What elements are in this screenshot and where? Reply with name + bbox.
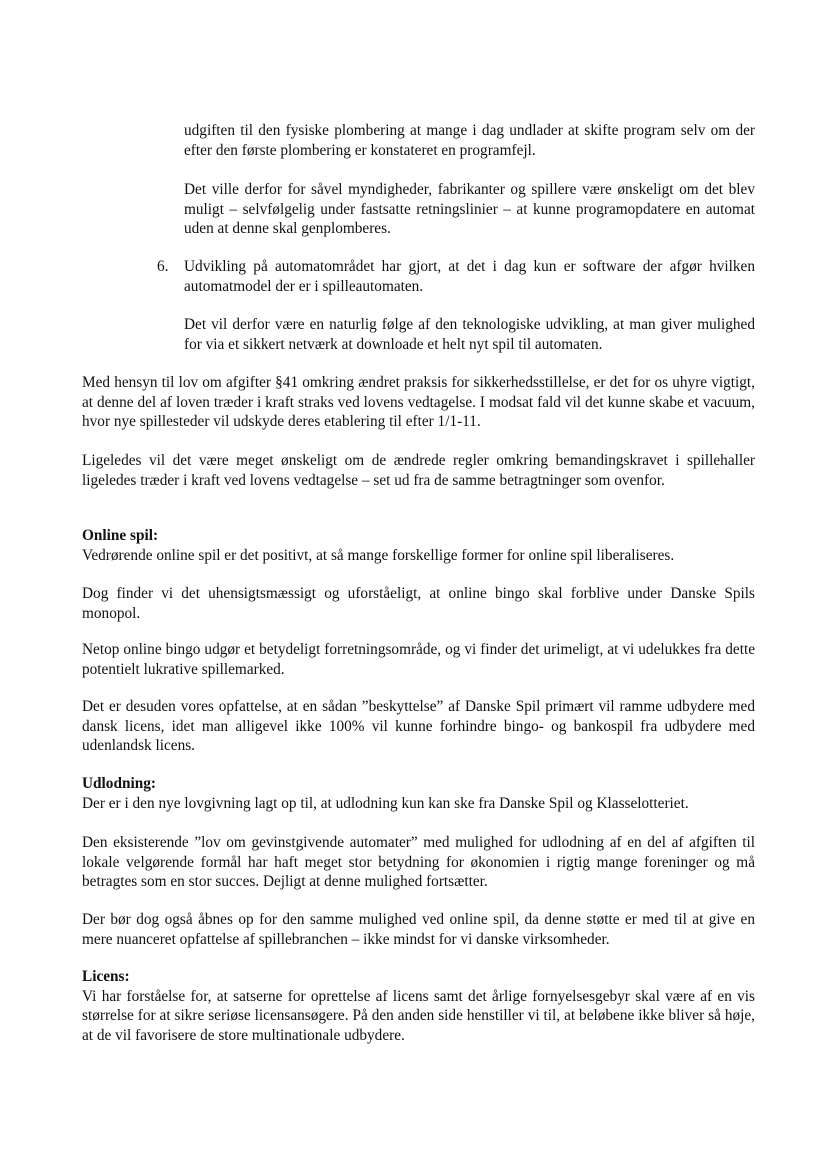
section-online-spil	[82, 526, 755, 565]
udlodning-paragraph-1: Der er i den nye lovgivning lagt op til, at udlodning kun kan ske fra Danske Spil og Klasselotteriet.	[82, 794, 689, 812]
section-udlodning	[82, 774, 755, 813]
list-item-6-paragraph-2: Det vil derfor være en naturlig følge af den teknologiske udvikling, at man giver mulighed for via et sikkert netværk at downloade et helt nyt spil til automaten.	[184, 316, 755, 353]
list-item-6-paragraph-1: Udvikling på automatområdet har gjort, at det i dag kun er software der afgør hvilken automatmodel der er i spilleautomaten.	[184, 258, 755, 295]
udlodning-paragraph-2: Den eksisterende ”lov om gevinstgivende automater” med mulighed for udlodning af en del af afgiften til lokale velgørende formål har haft meget stor betydning for økonomien i rigtig mange foreninger og må betragtes som en stor succes. Dejligt at denne mulighed fortsætter.	[82, 834, 755, 890]
section-heading-udlodning: Udlodning:	[82, 775, 156, 792]
section-heading-licens: Licens:	[82, 968, 130, 985]
intro-paragraph-1: udgiften til den fysiske plombering at mange i dag undlader at skifte program selv om der efter den første plombering er konstateret en programfejl.	[184, 122, 755, 159]
list-item-number: 6.	[157, 258, 169, 275]
online-paragraph-3: Netop online bingo udgør et betydeligt forretningsområde, og vi finder det urimeligt, at vi udelukkes fra dette potentielt lukrative spillemarked.	[82, 641, 755, 678]
online-paragraph-4: Det er desuden vores opfattelse, at en sådan ”beskyttelse” af Danske Spil primært vil ramme udbydere med dansk licens, idet man alligevel ikke 100% vil kunne forhindre bingo- og bankospil fra udbydere med udenlandsk licens.	[82, 698, 755, 754]
intro-paragraph-2: Det ville derfor for såvel myndigheder, fabrikanter og spillere være ønskeligt om det blev muligt – selvfølgelig under fastsatte retningslinier – at kunne programopdatere en automat uden at denne skal genplomberes.	[184, 181, 755, 237]
section-heading-online: Online spil:	[82, 527, 159, 544]
online-paragraph-1: Vedrørende online spil er det positivt, at så mange forskellige former for online spil liberaliseres.	[82, 546, 675, 564]
section-licens	[82, 967, 755, 1045]
udlodning-paragraph-3: Der bør dog også åbnes op for den samme mulighed ved online spil, da denne støtte er med til at give en mere nuanceret opfattelse af spillebranchen – ikke mindst for vi danske virksomheder.	[82, 911, 755, 948]
paragraph-bemanding: Ligeledes vil det være meget ønskeligt om de ændrede regler omkring bemandingskravet i spillehaller ligeledes træder i kraft ved lovens vedtagelse – set ud fra de samme betragtninger som ovenfor.	[82, 452, 755, 489]
paragraph-afgifter: Med hensyn til lov om afgifter §41 omkring ændret praksis for sikkerhedsstillelse, er det for os uhyre vigtigt, at denne del af loven træder i kraft straks ved lovens vedtagelse. I modsat fald vil det kunne skabe et vacuum, hvor nye spillesteder vil udskyde deres etablering til efter 1/1-11.	[82, 374, 755, 430]
licens-paragraph-1: Vi har forståelse for, at satserne for oprettelse af licens samt det årlige fornyelsesgebyr skal være af en vis størrelse for at sikre seriøse licensansøgere. På den anden side henstiller vi til, at beløbene ikke bliver så høje, at de vil favorisere de store multinationale udbydere.	[82, 987, 755, 1044]
online-paragraph-2: Dog finder vi det uhensigtsmæssigt og uforståeligt, at online bingo skal forblive under Danske Spils monopol.	[82, 585, 755, 622]
